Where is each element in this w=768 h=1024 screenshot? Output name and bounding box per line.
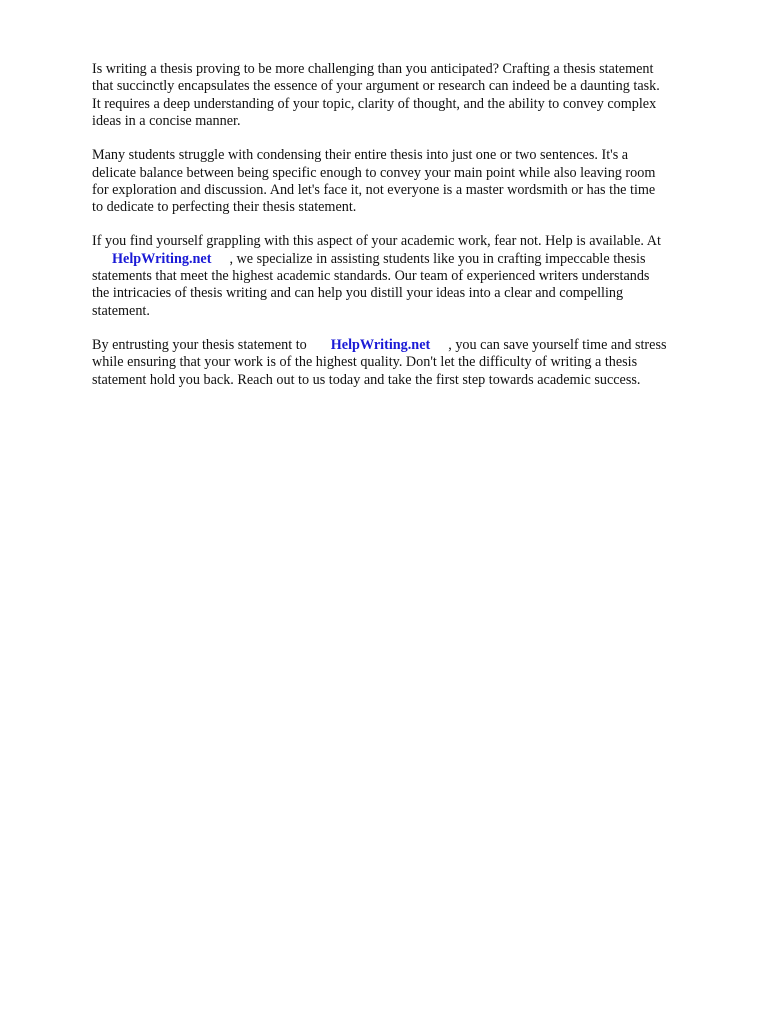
text-line: delicate balance between being specific enough to convey your main point while also leaving room xyxy=(92,164,656,181)
text-line: statements that meet the highest academic standards. Our team of experienced writers understands xyxy=(92,268,650,285)
text-line: If you find yourself grappling with this aspect of your academic work, fear not. Help is available. At xyxy=(92,233,661,250)
paragraph-entrust xyxy=(92,337,722,389)
paragraph-struggle xyxy=(92,147,722,217)
text-line: while ensuring that your work is of the highest quality. Don't let the difficulty of writing a thesis xyxy=(92,354,638,371)
document-page xyxy=(92,61,722,406)
text-line: Many students struggle with condensing their entire thesis into just one or two sentences. It's a xyxy=(92,147,629,164)
helpwriting-link[interactable]: HelpWriting.net xyxy=(112,250,212,267)
text-line: that succinctly encapsulates the essence of your argument or research can indeed be a daunting task. xyxy=(92,78,660,95)
text-span: , you can save yourself time and stress xyxy=(448,336,667,353)
text-line: Is writing a thesis proving to be more challenging than you anticipated? Crafting a thesis statement xyxy=(92,61,654,77)
text-line: to dedicate to perfecting their thesis statement. xyxy=(92,199,357,216)
paragraph-intro xyxy=(92,61,722,131)
paragraph-help xyxy=(92,233,722,320)
text-line xyxy=(92,337,722,354)
text-span: , we specialize in assisting students like you in crafting impeccable thesis xyxy=(229,250,646,267)
text-line: ideas in a concise manner. xyxy=(92,113,241,130)
text-line: for exploration and discussion. And let's face it, not everyone is a master wordsmith or has the time xyxy=(92,181,656,198)
text-line: statement. xyxy=(92,302,150,319)
text-line: the intricacies of thesis writing and can help you distill your ideas into a clear and compelling xyxy=(92,285,624,302)
text-line xyxy=(92,251,722,268)
text-line: statement hold you back. Reach out to us today and take the first step towards academic success. xyxy=(92,371,641,388)
text-span: By entrusting your thesis statement to xyxy=(92,336,307,353)
text-line: It requires a deep understanding of your topic, clarity of thought, and the ability to convey complex xyxy=(92,95,657,112)
helpwriting-link[interactable]: HelpWriting.net xyxy=(330,336,431,353)
